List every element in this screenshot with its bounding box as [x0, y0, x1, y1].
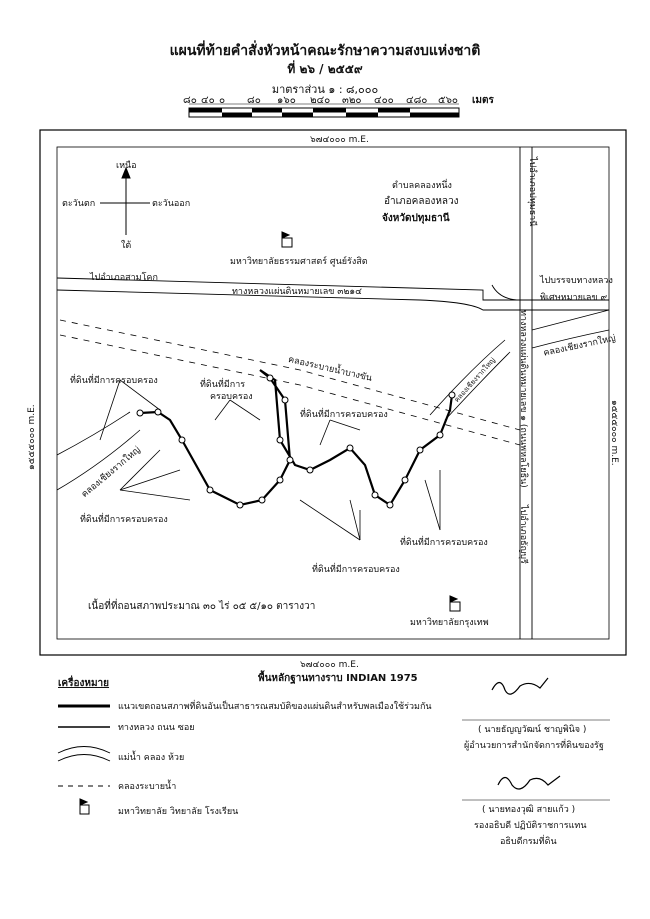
occupied-label: ที่ดินที่มีการครอบครอง: [70, 376, 158, 386]
signature-1: [492, 678, 548, 694]
canal-chiang-rak-right-label: คลองเชียงรากใหญ่: [542, 333, 617, 359]
compass-icon: [100, 168, 150, 235]
scale-tick: ๔๘๐: [406, 95, 428, 106]
scale-text: มาตราส่วน ๑ : ๘,๐๐๐: [271, 83, 379, 96]
place-thammasat: มหาวิทยาลัยธรรมศาสตร์ ศูนย์รังสิต: [230, 257, 368, 267]
scale-tick: ๑๖๐: [277, 95, 296, 106]
canal-chiang-rak-left-label: คลองเชียงรากใหญ่: [79, 445, 143, 500]
compass-west: ตะวันตก: [62, 199, 96, 209]
compass-south: ใต้: [121, 241, 132, 251]
grid-label-top: ๖๗๔๐๐๐ m.E.: [310, 135, 369, 145]
admin-province: จังหวัดปทุมธานี: [382, 213, 450, 224]
university-icon-thammasat: [282, 232, 292, 247]
compass-north: เหนือ: [116, 161, 137, 171]
grid-label-bottom: ๖๗๔๐๐๐ m.E.: [300, 660, 359, 670]
signer-2-title-2: อธิบดีกรมที่ดิน: [500, 837, 557, 847]
signer-1-name: ( นายธัญญวัฒน์ ชาญพินิจ ): [478, 725, 587, 735]
legend-item-university: มหาวิทยาลัย วิทยาลัย โรงเรียน: [118, 807, 239, 817]
scale-tick: ๕๖๐: [438, 95, 459, 106]
compass-east: ตะวันออก: [152, 199, 191, 209]
revoked-boundary: [137, 370, 455, 508]
occupied-label: ที่ดินที่มีการครอบครอง: [400, 538, 488, 548]
scale-graphic: [189, 104, 459, 117]
legend-item-boundary: แนวเขตถอนสภาพที่ดินอันเป็นสาธารณสมบัติของแผ่นดินสำหรับพลเมืองใช้ร่วมกัน: [118, 702, 432, 712]
legend-symbols: [58, 706, 110, 814]
occupied-label: ที่ดินที่มีการครอบครอง: [300, 410, 388, 420]
road-to-pathum: ไปอำเภอปทุมธานี: [527, 157, 537, 227]
signer-1-title: ผู้อำนวยการสำนักจัดการที่ดินของรัฐ: [464, 741, 604, 751]
road-highway-3214: ทางหลวงแผ่นดินหมายเลข ๓๒๑๔: [232, 287, 362, 297]
scale-tick: ๔๐: [201, 95, 215, 106]
legend-item-drainage: คลองระบายน้ำ: [118, 782, 177, 792]
admin-subdistrict: ตำบลคลองหนึ่ง: [392, 181, 452, 191]
admin-district: อำเภอคลองหลวง: [384, 196, 459, 207]
road-special-9: พิเศษหมายเลข ๙: [540, 293, 608, 303]
signer-2-title-1: รองอธิบดี ปฏิบัติราชการแทน: [474, 821, 587, 831]
map-title: แผนที่ท้ายคำสั่งหัวหน้าคณะรักษาความสงบแห่งชาติ: [169, 43, 481, 59]
legend-item-river: แม่น้ำ คลอง ห้วย: [118, 753, 185, 763]
place-bangkok-univ: มหาวิทยาลัยกรุงเทพ: [410, 618, 489, 628]
scale-tick: ๘๐: [183, 95, 197, 106]
occupied-label: ที่ดินที่มีการครอบครอง: [312, 565, 400, 575]
road-to-bang-pa-in: ไปบรรจบทางหลวง: [540, 276, 613, 286]
legend-item-road: ทางหลวง ถนน ซอย: [118, 723, 195, 733]
occupied-label-split-1: ที่ดินที่มีการ: [200, 380, 246, 390]
canal-chiang-rak-small-label: คลองเชียงรากใหญ่: [452, 356, 497, 405]
order-number: ที่ ๒๖ / ๒๕๕๙: [287, 62, 363, 76]
university-icon-bangkok: [450, 596, 460, 611]
signature-2: [498, 776, 560, 789]
canal-bang-khan-label: คลองระบายน้ำบางขัน: [287, 354, 373, 384]
scale-tick: ๔๐๐: [374, 95, 394, 106]
scale-tick: ๓๒๐: [342, 95, 362, 106]
grid-label-left: ๑๕๕๕๐๐๐ m.E.: [27, 404, 37, 470]
road-highway-1: ทางหลวงแผ่นดินหมายเลข ๑ (ถนนพหลโยธิน): [518, 310, 528, 488]
area-text: เนื้อที่ที่ถอนสภาพประมาณ ๓๐ ไร่ ๐๕ ๕/๑๐ ตารางวา: [88, 601, 316, 612]
datum-text: พื้นหลักฐานทางราบ INDIAN 1975: [258, 673, 418, 684]
road-to-thanyaburi: ไปอำเภอธัญบุรี: [518, 505, 528, 564]
scale-tick: ๒๔๐: [310, 95, 331, 106]
legend-heading: เครื่องหมาย: [58, 678, 110, 689]
grid-label-right: ๑๕๕๕๐๐๐ m.E.: [609, 400, 619, 466]
scale-tick: ๘๐: [247, 95, 261, 106]
signer-2-name: ( นายทองวุฒิ สายแก้ว ): [482, 805, 576, 815]
scale-tick: ๐: [219, 95, 226, 106]
scale-unit: เมตร: [472, 95, 494, 106]
road-to-sam-khok: ไปอำเภอสามโคก: [90, 273, 158, 283]
occupied-label: ที่ดินที่มีการครอบครอง: [80, 515, 168, 525]
occupied-label-split-2: ครอบครอง: [210, 392, 253, 402]
